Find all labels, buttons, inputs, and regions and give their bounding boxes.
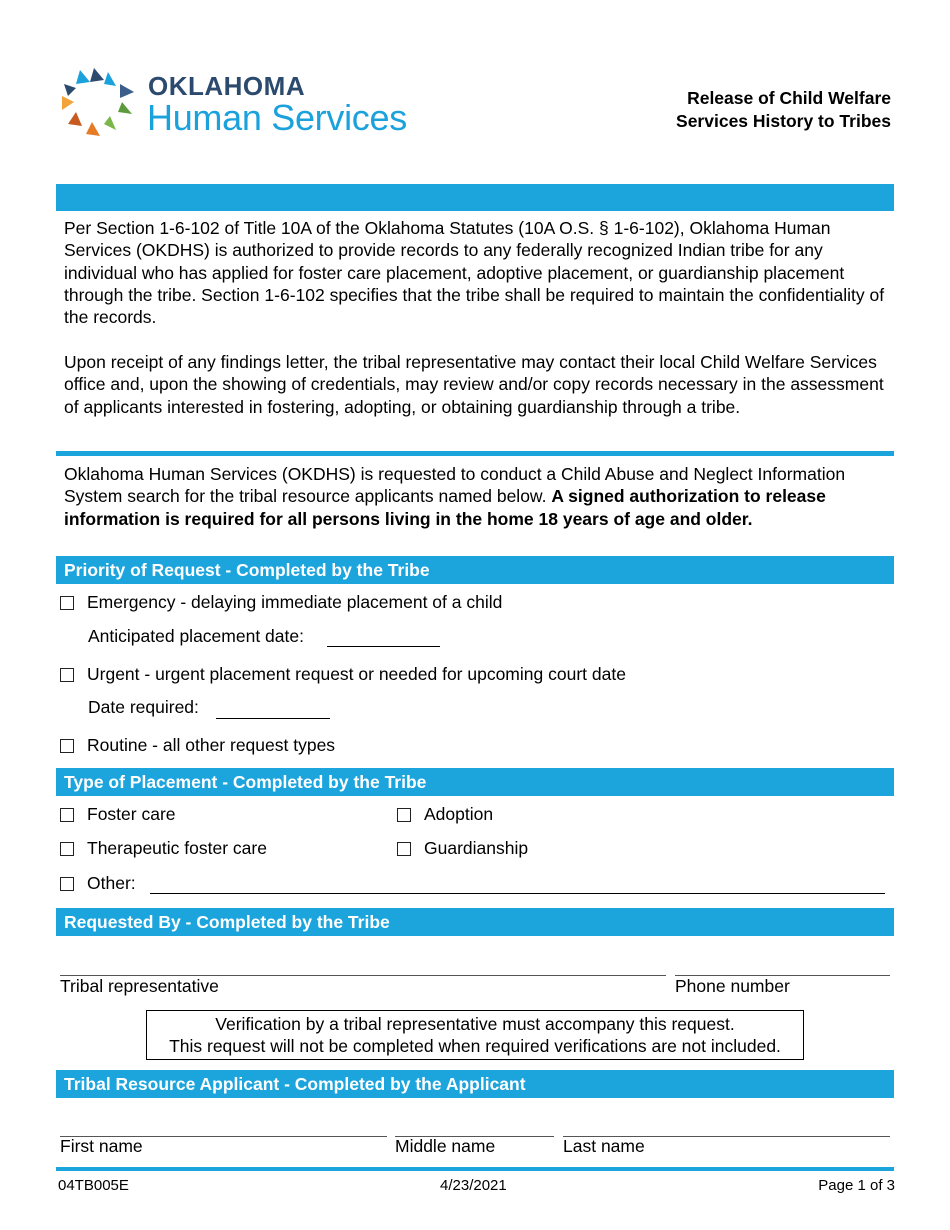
foster-care-checkbox[interactable]: [60, 808, 74, 822]
other-checkbox[interactable]: [60, 877, 74, 891]
tribal-representative-label: Tribal representative: [60, 976, 219, 996]
form-number: 04TB005E: [58, 1177, 129, 1194]
emergency-checkbox[interactable]: [60, 596, 74, 610]
logo-wordmark-human-services: Human Services: [147, 97, 407, 138]
form-title: [676, 87, 891, 132]
date-required-label: Date required:: [88, 697, 199, 717]
urgent-label: Urgent - urgent placement request or needed for upcoming court date: [87, 664, 626, 684]
page-number: Page 1 of 3: [818, 1177, 895, 1194]
foster-care-label: Foster care: [87, 804, 176, 824]
applicant-section-heading: Tribal Resource Applicant - Completed by the Applicant: [56, 1070, 894, 1098]
first-name-label: First name: [60, 1136, 143, 1156]
section-divider: [56, 451, 894, 456]
adoption-checkbox[interactable]: [397, 808, 411, 822]
placement-section-heading: Type of Placement - Completed by the Tribe: [56, 768, 894, 796]
authorization-requirement: A signed authorization to release information is required for all persons living in the home 18 years of age and older.: [64, 486, 826, 529]
last-name-label: Last name: [563, 1136, 645, 1156]
intro-paragraph-request: [64, 463, 890, 530]
footer-divider: [56, 1167, 894, 1171]
revision-date: 4/23/2021: [440, 1177, 507, 1194]
foster-care-option[interactable]: [60, 804, 176, 825]
routine-checkbox[interactable]: [60, 739, 74, 753]
routine-label: Routine - all other request types: [87, 735, 336, 755]
verification-notice-line1: Verification by a tribal representative must accompany this request.: [215, 1014, 735, 1034]
adoption-option[interactable]: [397, 804, 493, 825]
request-text: Oklahoma Human Services (OKDHS) is requested to conduct a Child Abuse and Neglect Information System search for the tribal resource applicants named below.: [64, 464, 846, 507]
middle-name-label: Middle name: [395, 1136, 496, 1156]
phone-number-label: Phone number: [675, 976, 790, 996]
priority-section-heading: Priority of Request - Completed by the Tribe: [56, 556, 894, 584]
emergency-option[interactable]: [60, 592, 502, 613]
urgent-option[interactable]: [60, 664, 626, 685]
anticipated-date-label: Anticipated placement date:: [88, 626, 304, 646]
anticipated-date-field[interactable]: [327, 646, 440, 647]
other-placement-field[interactable]: [150, 893, 885, 894]
therapeutic-foster-care-option[interactable]: [60, 838, 267, 859]
form-title-line1: Release of Child Welfare: [687, 88, 891, 108]
date-required-field[interactable]: [216, 718, 330, 719]
urgent-checkbox[interactable]: [60, 668, 74, 682]
emergency-label: Emergency - delaying immediate placement of a child: [87, 592, 503, 612]
guardianship-checkbox[interactable]: [397, 842, 411, 856]
intro-paragraph-statute: Per Section 1-6-102 of Title 10A of the Oklahoma Statutes (10A O.S. § 1-6-102), Oklahoma Human Services (OKDHS) is authorized to provide records to any federally recognized Indian tribe for any individual who has applied for foster care placement, adoptive placement, or guardianship placement through the tribe. Section 1-6-102 specifies that the tribe shall be required to maintain the confidentiality of the records.: [64, 218, 885, 328]
guardianship-label: Guardianship: [424, 838, 529, 858]
header-divider-bar: [56, 184, 894, 211]
form-title-line2: Services History to Tribes: [676, 110, 891, 131]
verification-notice-line2: This request will not be completed when required verifications are not included.: [169, 1036, 781, 1056]
other-label: Other:: [87, 873, 136, 893]
intro-paragraph-findings: Upon receipt of any findings letter, the tribal representative may contact their local Child Welfare Services office and, upon the showing of credentials, may review and/or copy records necessary in the assessment of applicants interested in fostering, adopting, or obtaining guardianship through a tribe.: [64, 352, 884, 417]
okdhs-logo-icon: [58, 66, 138, 146]
other-option[interactable]: [60, 873, 136, 894]
logo-wordmark-oklahoma: OKLAHOMA: [148, 71, 306, 101]
therapeutic-foster-care-checkbox[interactable]: [60, 842, 74, 856]
verification-notice-box: [146, 1010, 804, 1060]
requested-by-section-heading: Requested By - Completed by the Tribe: [56, 908, 894, 936]
adoption-label: Adoption: [424, 804, 494, 824]
therapeutic-foster-care-label: Therapeutic foster care: [87, 838, 267, 858]
routine-option[interactable]: [60, 735, 335, 756]
guardianship-option[interactable]: [397, 838, 528, 859]
